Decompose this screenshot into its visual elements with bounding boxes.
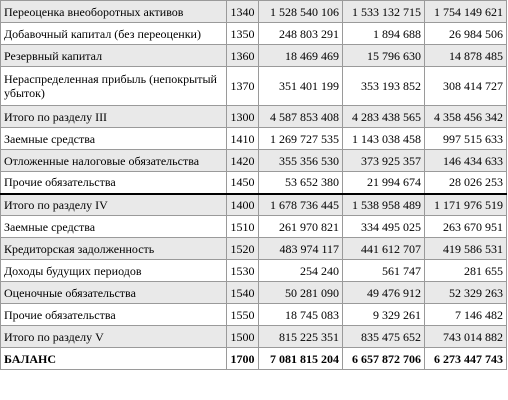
table-row bbox=[1, 348, 507, 370]
value-cell-1: 355 356 530 bbox=[259, 150, 343, 172]
value-cell-3: 1 171 976 519 bbox=[425, 194, 507, 216]
value-cell-1: 4 587 853 408 bbox=[259, 106, 343, 128]
value-cell-1: 261 970 821 bbox=[259, 216, 343, 238]
value-cell-2: 1 533 132 715 bbox=[343, 1, 425, 23]
value-cell-2: 561 747 bbox=[343, 260, 425, 282]
value-cell-3: 7 146 482 bbox=[425, 304, 507, 326]
line-code: 1370 bbox=[227, 67, 259, 106]
table-row bbox=[1, 172, 507, 194]
value-cell-3: 743 014 882 bbox=[425, 326, 507, 348]
value-cell-1: 248 803 291 bbox=[259, 23, 343, 45]
value-cell-3: 419 586 531 bbox=[425, 238, 507, 260]
value-cell-2: 4 283 438 565 bbox=[343, 106, 425, 128]
value-cell-1: 483 974 117 bbox=[259, 238, 343, 260]
value-cell-2: 373 925 357 bbox=[343, 150, 425, 172]
line-code: 1520 bbox=[227, 238, 259, 260]
value-cell-3: 146 434 633 bbox=[425, 150, 507, 172]
line-item-name: Переоценка внеоборотных активов bbox=[1, 1, 227, 23]
value-cell-1: 1 678 736 445 bbox=[259, 194, 343, 216]
line-code: 1400 bbox=[227, 194, 259, 216]
value-cell-3: 997 515 633 bbox=[425, 128, 507, 150]
value-cell-2: 49 476 912 bbox=[343, 282, 425, 304]
line-item-name: Заемные средства bbox=[1, 128, 227, 150]
line-code: 1410 bbox=[227, 128, 259, 150]
line-code: 1450 bbox=[227, 172, 259, 194]
line-item-name: Итого по разделу V bbox=[1, 326, 227, 348]
table-row bbox=[1, 106, 507, 128]
line-code: 1360 bbox=[227, 45, 259, 67]
value-cell-2: 15 796 630 bbox=[343, 45, 425, 67]
balance-sheet-body bbox=[1, 1, 507, 370]
table-row bbox=[1, 45, 507, 67]
table-row bbox=[1, 1, 507, 23]
line-item-name: Итого по разделу III bbox=[1, 106, 227, 128]
line-item-name: Оценочные обязательства bbox=[1, 282, 227, 304]
table-row bbox=[1, 326, 507, 348]
value-cell-1: 254 240 bbox=[259, 260, 343, 282]
table-row bbox=[1, 304, 507, 326]
line-item-name: Нераспределенная прибыль (непокрытый убыток) bbox=[1, 67, 227, 106]
value-cell-2: 334 495 025 bbox=[343, 216, 425, 238]
line-code: 1700 bbox=[227, 348, 259, 370]
line-item-name: Заемные средства bbox=[1, 216, 227, 238]
table-row bbox=[1, 238, 507, 260]
table-row bbox=[1, 282, 507, 304]
line-item-name: Доходы будущих периодов bbox=[1, 260, 227, 282]
line-code: 1350 bbox=[227, 23, 259, 45]
value-cell-1: 1 269 727 535 bbox=[259, 128, 343, 150]
line-code: 1510 bbox=[227, 216, 259, 238]
line-item-name: Прочие обязательства bbox=[1, 304, 227, 326]
value-cell-1: 1 528 540 106 bbox=[259, 1, 343, 23]
line-item-name: Отложенные налоговые обязательства bbox=[1, 150, 227, 172]
table-row bbox=[1, 216, 507, 238]
value-cell-3: 26 984 506 bbox=[425, 23, 507, 45]
value-cell-3: 28 026 253 bbox=[425, 172, 507, 194]
table-row bbox=[1, 23, 507, 45]
value-cell-1: 815 225 351 bbox=[259, 326, 343, 348]
value-cell-2: 9 329 261 bbox=[343, 304, 425, 326]
value-cell-3: 6 273 447 743 bbox=[425, 348, 507, 370]
value-cell-3: 4 358 456 342 bbox=[425, 106, 507, 128]
line-item-name: Кредиторская задолженность bbox=[1, 238, 227, 260]
line-code: 1550 bbox=[227, 304, 259, 326]
value-cell-1: 18 745 083 bbox=[259, 304, 343, 326]
value-cell-1: 351 401 199 bbox=[259, 67, 343, 106]
value-cell-2: 6 657 872 706 bbox=[343, 348, 425, 370]
line-code: 1420 bbox=[227, 150, 259, 172]
line-code: 1540 bbox=[227, 282, 259, 304]
value-cell-2: 1 894 688 bbox=[343, 23, 425, 45]
value-cell-3: 308 414 727 bbox=[425, 67, 507, 106]
line-item-name: БАЛАНС bbox=[1, 348, 227, 370]
value-cell-3: 1 754 149 621 bbox=[425, 1, 507, 23]
value-cell-2: 1 143 038 458 bbox=[343, 128, 425, 150]
table-row bbox=[1, 194, 507, 216]
value-cell-3: 281 655 bbox=[425, 260, 507, 282]
table-row bbox=[1, 260, 507, 282]
line-code: 1530 bbox=[227, 260, 259, 282]
value-cell-2: 441 612 707 bbox=[343, 238, 425, 260]
value-cell-3: 52 329 263 bbox=[425, 282, 507, 304]
line-code: 1300 bbox=[227, 106, 259, 128]
table-row bbox=[1, 128, 507, 150]
value-cell-2: 353 193 852 bbox=[343, 67, 425, 106]
line-item-name: Прочие обязательства bbox=[1, 172, 227, 194]
line-code: 1340 bbox=[227, 1, 259, 23]
line-item-name: Итого по разделу IV bbox=[1, 194, 227, 216]
table-row bbox=[1, 67, 507, 106]
value-cell-2: 1 538 958 489 bbox=[343, 194, 425, 216]
table-row bbox=[1, 150, 507, 172]
value-cell-1: 18 469 469 bbox=[259, 45, 343, 67]
value-cell-1: 53 652 380 bbox=[259, 172, 343, 194]
value-cell-2: 21 994 674 bbox=[343, 172, 425, 194]
line-code: 1500 bbox=[227, 326, 259, 348]
value-cell-3: 14 878 485 bbox=[425, 45, 507, 67]
value-cell-3: 263 670 951 bbox=[425, 216, 507, 238]
value-cell-1: 50 281 090 bbox=[259, 282, 343, 304]
line-item-name: Добавочный капитал (без переоценки) bbox=[1, 23, 227, 45]
line-item-name: Резервный капитал bbox=[1, 45, 227, 67]
value-cell-1: 7 081 815 204 bbox=[259, 348, 343, 370]
value-cell-2: 835 475 652 bbox=[343, 326, 425, 348]
